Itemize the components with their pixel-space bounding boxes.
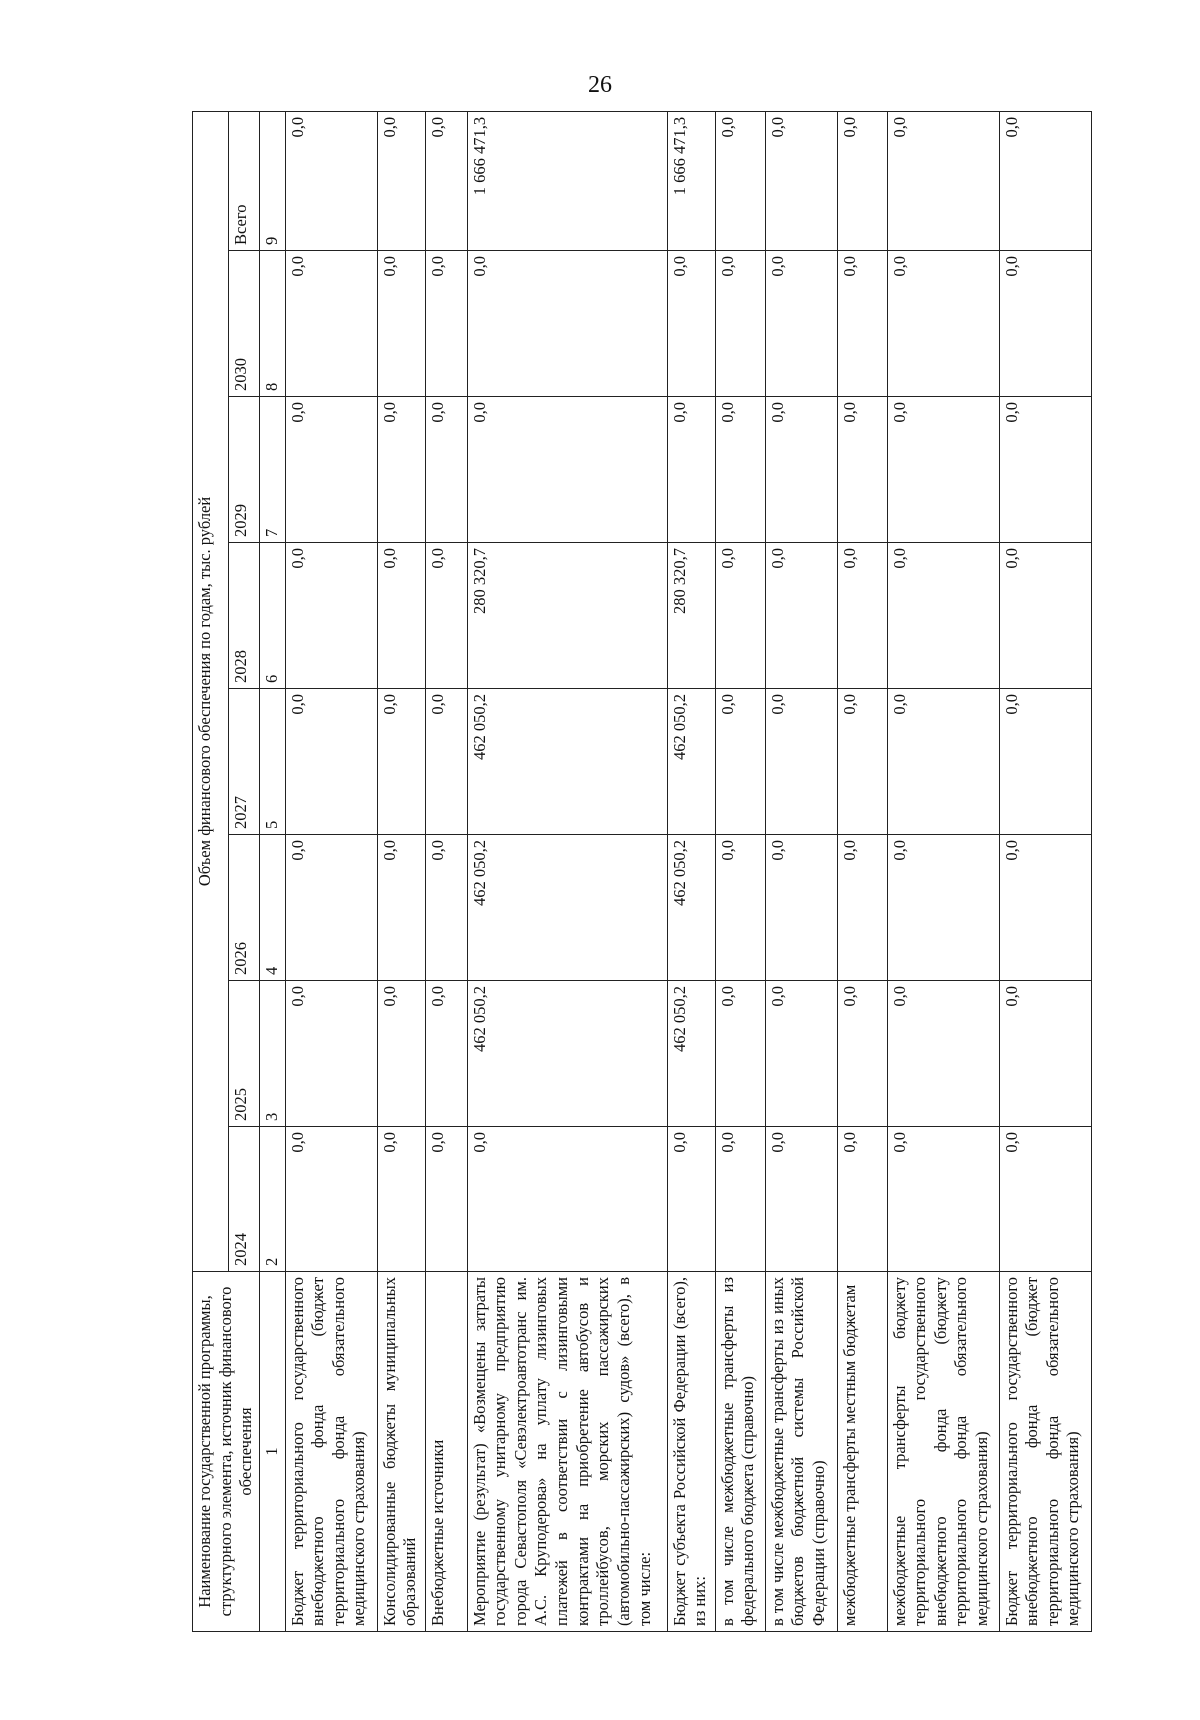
table-cell: 280 320,7 [467, 543, 667, 689]
table-cell: 0,0 [887, 835, 999, 981]
table-cell: 0,0 [667, 251, 715, 397]
table-cell: 1 666 471,3 [467, 111, 667, 250]
column-number: 9 [259, 111, 285, 250]
table-cell: 462 050,2 [667, 981, 715, 1127]
table-cell: 0,0 [765, 251, 837, 397]
table-row [765, 111, 837, 1631]
column-number: 5 [259, 689, 285, 835]
table-cell: 1 666 471,3 [667, 111, 715, 250]
table-cell: 0,0 [999, 251, 1091, 397]
table-cell: 0,0 [887, 689, 999, 835]
table-cell: 0,0 [765, 1127, 837, 1272]
table-cell: 0,0 [377, 689, 425, 835]
table-cell: 0,0 [667, 397, 715, 543]
header-year: 2028 [229, 543, 259, 689]
header-volume-group: Объем финансового обеспечения по годам, тыс. рублей [193, 111, 229, 1271]
table-cell: 0,0 [837, 397, 887, 543]
table-cell: 0,0 [425, 981, 467, 1127]
table-cell: 462 050,2 [467, 981, 667, 1127]
table-cell: 280 320,7 [667, 543, 715, 689]
table-cell: 0,0 [285, 835, 377, 981]
table-cell: 0,0 [765, 111, 837, 250]
table-cell: 0,0 [425, 1127, 467, 1272]
table-row [999, 111, 1091, 1631]
row-label: в том числе межбюджетные трансферты из иных бюджетов бюджетной системы Российской Федерации (справочно) [765, 1272, 837, 1632]
table-cell: 0,0 [425, 543, 467, 689]
table-cell: 0,0 [887, 1127, 999, 1272]
table-cell: 0,0 [999, 981, 1091, 1127]
header-year: 2025 [229, 981, 259, 1127]
column-number: 2 [259, 1127, 285, 1272]
table-cell: 0,0 [999, 1127, 1091, 1272]
table-cell: 0,0 [765, 689, 837, 835]
table-cell: 0,0 [765, 835, 837, 981]
row-label: Мероприятие (результат) «Возмещены затраты государственному унитарному предприятию города Севастополя «Севэлектроавтотранс им. А.С. Круподерова» на уплату лизинговых платежей в соответствии с лизинговыми контрактами на приобретение автобусов и троллейбусов, морских пассажирских (автомобильно-пассажирских) судов» (всего), в том числе: [467, 1272, 667, 1632]
table-cell: 0,0 [999, 543, 1091, 689]
table-cell: 0,0 [999, 111, 1091, 250]
table-cell: 0,0 [837, 689, 887, 835]
header-year: 2026 [229, 835, 259, 981]
table-cell: 0,0 [837, 835, 887, 981]
table-cell: 462 050,2 [467, 689, 667, 835]
table-cell: 0,0 [887, 981, 999, 1127]
table-cell: 0,0 [887, 251, 999, 397]
rotated-table-wrapper [192, 112, 1112, 1632]
row-label: межбюджетные трансферты местным бюджетам [837, 1272, 887, 1632]
table-cell: 0,0 [467, 251, 667, 397]
table-row [667, 111, 715, 1631]
table-row [887, 111, 999, 1631]
table-cell: 0,0 [715, 835, 765, 981]
financing-table [192, 111, 1092, 1632]
table-cell: 0,0 [377, 251, 425, 397]
table-cell: 0,0 [285, 981, 377, 1127]
table-cell: 0,0 [285, 111, 377, 250]
table-row [837, 111, 887, 1631]
table-cell: 0,0 [765, 981, 837, 1127]
table-cell: 0,0 [467, 397, 667, 543]
table-cell: 0,0 [285, 251, 377, 397]
row-label: Консолидированные бюджеты муниципальных образований [377, 1272, 425, 1632]
table-cell: 0,0 [285, 397, 377, 543]
table-cell: 0,0 [999, 689, 1091, 835]
row-label: в том числе межбюджетные трансферты из федерального бюджета (справочно) [715, 1272, 765, 1632]
table-cell: 0,0 [377, 543, 425, 689]
table-cell: 0,0 [765, 543, 837, 689]
table-cell: 0,0 [425, 111, 467, 250]
table-cell: 0,0 [715, 981, 765, 1127]
header-year: 2027 [229, 689, 259, 835]
table-cell: 0,0 [377, 397, 425, 543]
row-label: Бюджет субъекта Российской Федерации (всего), из них: [667, 1272, 715, 1632]
header-year: 2029 [229, 397, 259, 543]
table-cell: 462 050,2 [667, 835, 715, 981]
table-cell: 0,0 [715, 543, 765, 689]
table-cell: 0,0 [887, 543, 999, 689]
table-cell: 0,0 [377, 111, 425, 250]
table-cell: 0,0 [765, 397, 837, 543]
header-year: 2030 [229, 251, 259, 397]
table-cell: 0,0 [887, 397, 999, 543]
column-number: 6 [259, 543, 285, 689]
table-row [715, 111, 765, 1631]
table-cell: 0,0 [999, 835, 1091, 981]
table-cell: 0,0 [715, 251, 765, 397]
table-cell: 0,0 [715, 1127, 765, 1272]
row-label: Внебюджетные источники [425, 1272, 467, 1632]
table-cell: 0,0 [425, 835, 467, 981]
table-cell: 0,0 [285, 543, 377, 689]
table-cell: 0,0 [999, 397, 1091, 543]
table-cell: 0,0 [837, 111, 887, 250]
table-cell: 0,0 [837, 543, 887, 689]
table-row [377, 111, 425, 1631]
table-cell: 0,0 [377, 1127, 425, 1272]
table-cell: 462 050,2 [467, 835, 667, 981]
table-cell: 0,0 [425, 397, 467, 543]
table-cell: 462 050,2 [667, 689, 715, 835]
table-cell: 0,0 [285, 689, 377, 835]
column-number: 8 [259, 251, 285, 397]
column-number: 1 [259, 1272, 285, 1632]
column-number: 4 [259, 835, 285, 981]
table-cell: 0,0 [667, 1127, 715, 1272]
header-name-column: Наименование государственной программы, структурного элемента, источник финансового обеспечения [193, 1272, 260, 1632]
table-cell: 0,0 [425, 689, 467, 835]
table-cell: 0,0 [837, 251, 887, 397]
row-label: Бюджет территориального государственного внебюджетного фонда (бюджет территориального фонда обязательного медицинского страхования) [999, 1272, 1091, 1632]
column-number: 7 [259, 397, 285, 543]
column-number: 3 [259, 981, 285, 1127]
table-cell: 0,0 [285, 1127, 377, 1272]
page-number: 26 [588, 72, 612, 98]
row-label: межбюджетные трансферты бюджету территориального государственного внебюджетного фонда (бюджету территориального фонда обязательного медицинского страхования) [887, 1272, 999, 1632]
table-cell: 0,0 [467, 1127, 667, 1272]
table-cell: 0,0 [377, 835, 425, 981]
row-label: Бюджет территориального государственного внебюджетного фонда (бюджет территориального фонда обязательного медицинского страхования) [285, 1272, 377, 1632]
table-cell: 0,0 [715, 689, 765, 835]
header-year: 2024 [229, 1127, 259, 1272]
table-cell: 0,0 [887, 111, 999, 250]
table-cell: 0,0 [837, 1127, 887, 1272]
table-row [467, 111, 667, 1631]
table-cell: 0,0 [715, 111, 765, 250]
table-row [285, 111, 377, 1631]
table-cell: 0,0 [715, 397, 765, 543]
header-total: Всего [229, 111, 259, 250]
table-row [425, 111, 467, 1631]
table-cell: 0,0 [837, 981, 887, 1127]
table-cell: 0,0 [377, 981, 425, 1127]
table-cell: 0,0 [425, 251, 467, 397]
